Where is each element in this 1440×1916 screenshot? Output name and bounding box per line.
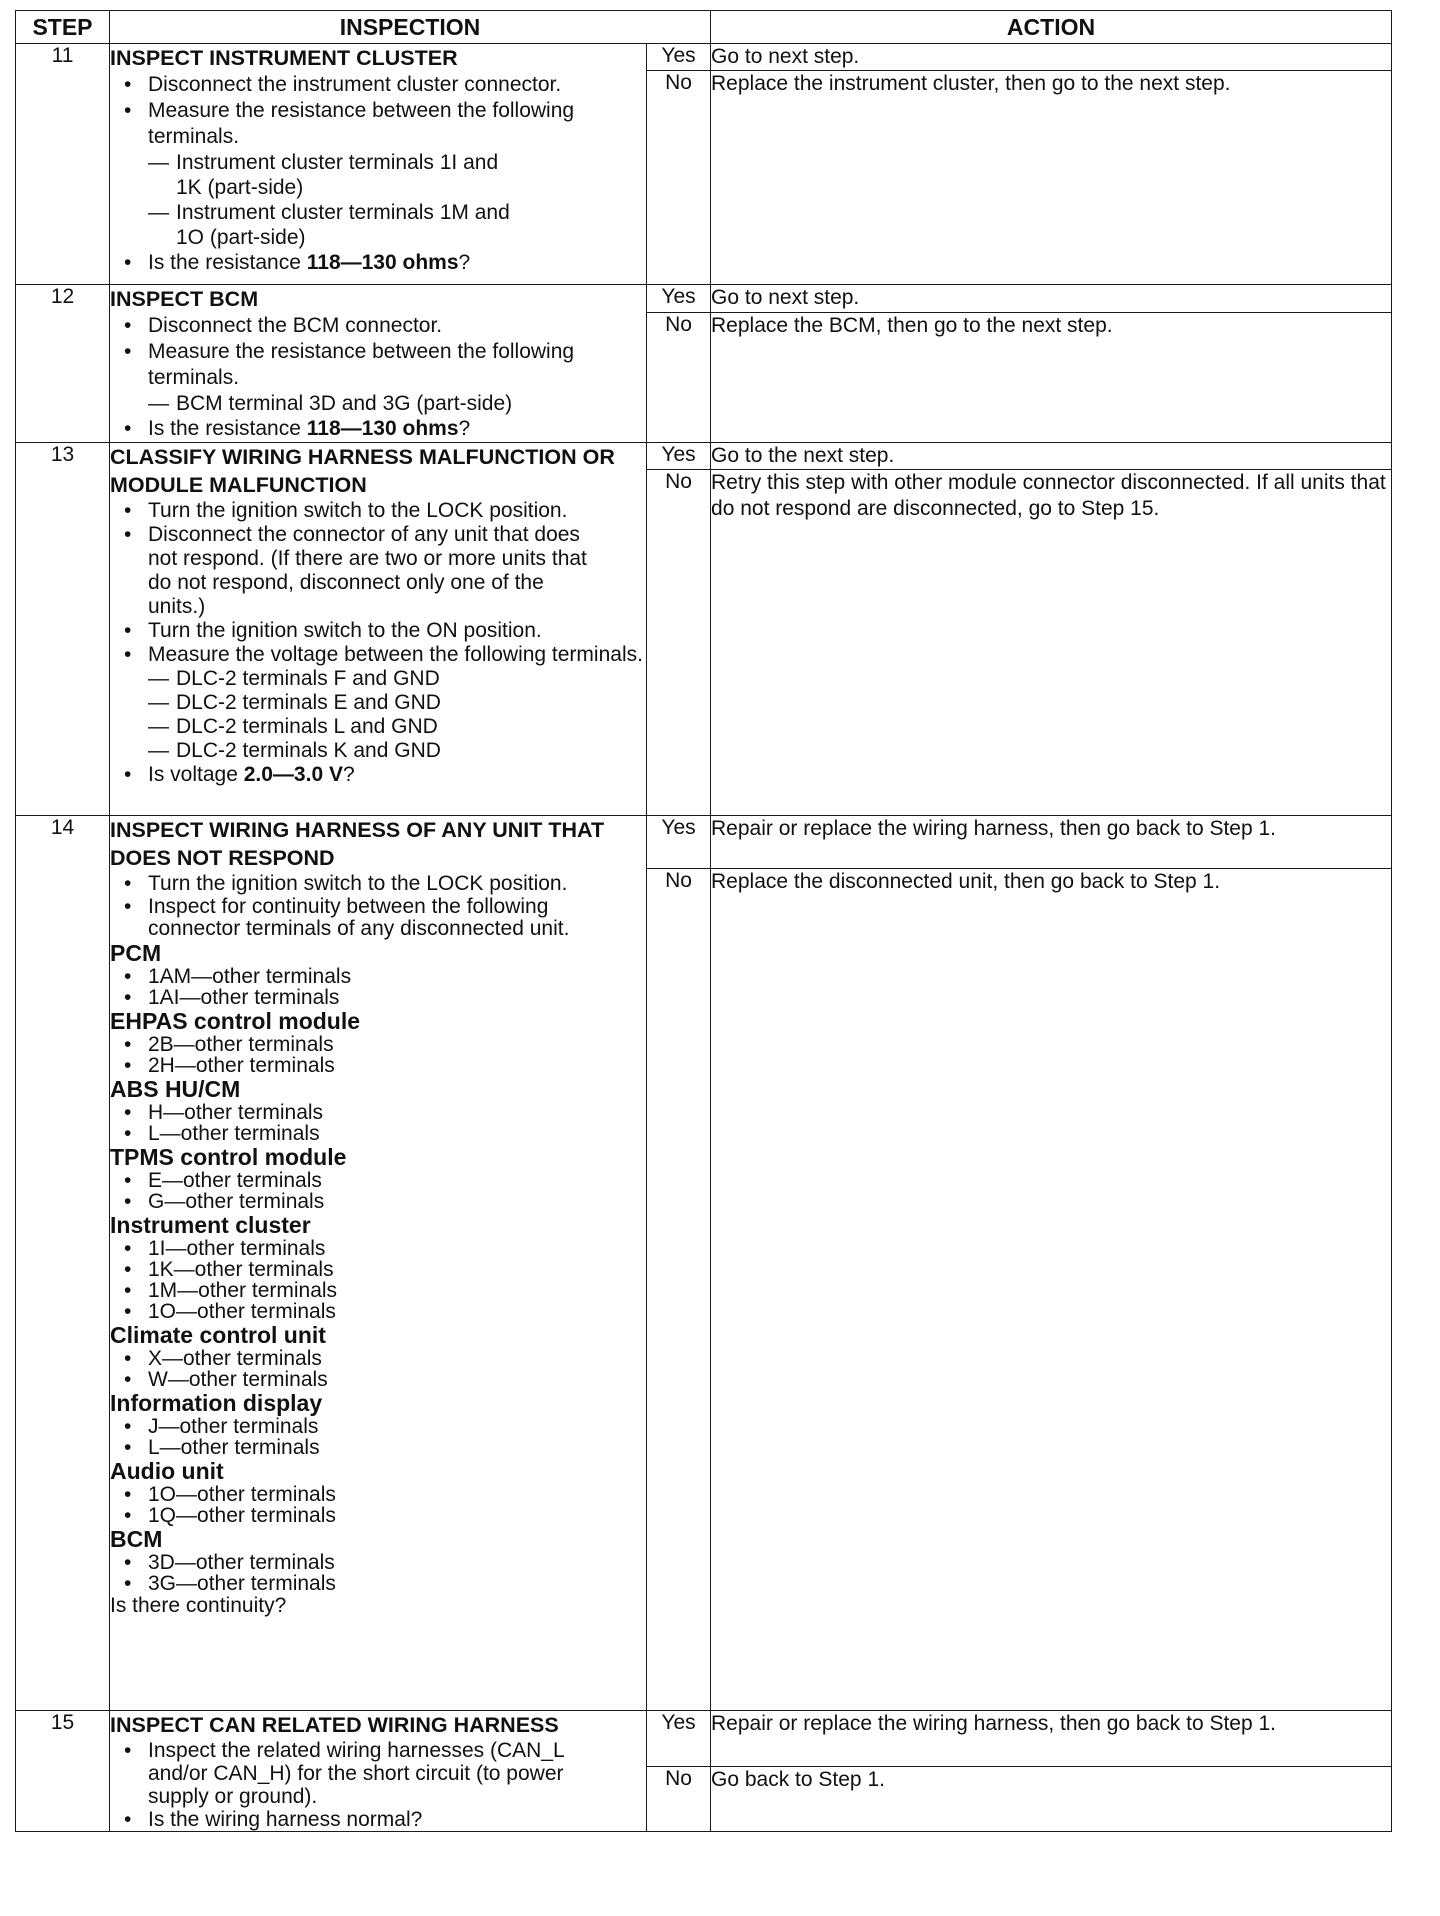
terminal-sublist [148, 667, 646, 763]
group-terminal-item: • E—other terminals [110, 1170, 646, 1191]
group-terminal-item: • 3G—other terminals [110, 1573, 646, 1594]
inspection-question: • Is the wiring harness normal? [110, 1808, 646, 1831]
header-inspection: INSPECTION [110, 11, 711, 44]
group-title: BCM [110, 1526, 163, 1552]
terminal-sublist [148, 391, 646, 416]
inspection-item-text: Measure the resistance between the following terminals. [148, 340, 575, 389]
terminal-group-abs [110, 1076, 646, 1144]
group-terminal-item: • L—other terminals [110, 1123, 646, 1144]
inspection-item: • Turn the ignition switch to the LOCK position. [110, 872, 646, 896]
step-number: 12 [16, 285, 110, 443]
group-terminal-item: • H—other terminals [110, 1102, 646, 1123]
yes-label: Yes [647, 443, 711, 470]
group-terminal-item: • 1AI—other terminals [110, 987, 646, 1008]
no-label: No [647, 312, 711, 442]
group-terminal-list [110, 1416, 646, 1458]
header-step: STEP [16, 11, 110, 44]
group-terminal-item: • X—other terminals [110, 1348, 646, 1369]
question-text: Is the resistance [148, 251, 307, 274]
question-text: Is the resistance [148, 417, 307, 440]
inspection-question [110, 763, 646, 787]
question-text: Is voltage [148, 763, 244, 786]
step-14-yes-row [16, 816, 1392, 869]
step-14-inspection [110, 816, 647, 1711]
no-action: Replace the BCM, then go to the next step. [711, 312, 1392, 442]
yes-label: Yes [647, 285, 711, 313]
inspection-item: • Disconnect the BCM connector. [110, 313, 646, 339]
question-mark: ? [458, 417, 471, 440]
terminal-subitem: — Instrument cluster terminals 1I and 1K (part-side) [148, 150, 506, 200]
inspection-item [110, 339, 646, 416]
group-terminal-list [110, 1034, 646, 1076]
yes-action: Go to next step. [711, 285, 1392, 313]
step-15-yes-row [16, 1711, 1392, 1767]
yes-label: Yes [647, 1711, 711, 1767]
inspection-question [110, 250, 646, 276]
group-terminal-item: • W—other terminals [110, 1369, 646, 1390]
yes-label: Yes [647, 44, 711, 71]
group-terminal-list [110, 1484, 646, 1526]
inspection-item-text: Measure the resistance between the following terminals. [148, 99, 575, 148]
group-terminal-list [110, 1170, 646, 1212]
inspection-list [110, 72, 646, 276]
group-title: Information display [110, 1390, 323, 1416]
terminal-group-ehpas [110, 1008, 646, 1076]
group-terminal-item: • 2H—other terminals [110, 1055, 646, 1076]
step-number: 15 [16, 1711, 110, 1832]
inspection-item-text: Measure the voltage between the following terminals. [148, 643, 643, 666]
terminal-subitem: — DLC-2 terminals E and GND [148, 691, 646, 715]
step-title: INSPECT CAN RELATED WIRING HARNESS [110, 1713, 559, 1737]
terminal-subitem: — BCM terminal 3D and 3G (part-side) [148, 391, 646, 416]
step-12-inspection [110, 285, 647, 443]
group-terminal-list [110, 1348, 646, 1390]
group-title: ABS HU/CM [110, 1076, 241, 1102]
header-row [16, 11, 1392, 44]
question-mark: ? [342, 763, 355, 786]
question-value: 118—130 ohms [306, 417, 459, 440]
inspection-item: • Inspect the related wiring harnesses (CAN_L and/or CAN_H) for the short circuit (to power supply or ground). [110, 1739, 588, 1808]
inspection-list [110, 499, 646, 787]
group-terminal-item: • 3D—other terminals [110, 1552, 646, 1573]
terminal-subitem: — DLC-2 terminals L and GND [148, 715, 646, 739]
terminal-group-instrument-cluster [110, 1212, 646, 1322]
step-11-yes-row [16, 44, 1392, 71]
step-13-inspection [110, 443, 647, 816]
group-terminal-item: • L—other terminals [110, 1437, 646, 1458]
yes-label: Yes [647, 816, 711, 869]
no-action: Replace the instrument cluster, then go to the next step. [711, 71, 1392, 285]
terminal-group-information-display [110, 1390, 646, 1458]
inspection-item [110, 98, 646, 250]
inspection-item: • Turn the ignition switch to the LOCK position. [110, 499, 646, 523]
yes-action: Go to next step. [711, 44, 1392, 71]
group-terminal-item: • 1K—other terminals [110, 1259, 646, 1280]
group-terminal-item: • 1M—other terminals [110, 1280, 646, 1301]
step-number: 11 [16, 44, 110, 285]
terminal-group-audio [110, 1458, 646, 1526]
inspection-list [110, 1739, 646, 1831]
inspection-item: • Turn the ignition switch to the ON position. [110, 619, 646, 643]
terminal-group-climate [110, 1322, 646, 1390]
no-label: No [647, 71, 711, 285]
diagnostic-table [15, 10, 1392, 1832]
group-title: PCM [110, 940, 162, 966]
terminal-sublist [148, 150, 646, 250]
terminal-group-bcm [110, 1526, 646, 1594]
step-title: INSPECT INSTRUMENT CLUSTER [110, 46, 458, 70]
group-terminal-list [110, 1102, 646, 1144]
no-label: No [647, 1766, 711, 1831]
inspection-question [110, 416, 646, 442]
step-title: INSPECT WIRING HARNESS OF ANY UNIT THAT DOES NOT RESPOND [110, 818, 605, 870]
terminal-group-pcm [110, 940, 646, 1008]
terminal-group-tpms [110, 1144, 646, 1212]
step-11-inspection [110, 44, 647, 285]
group-title: TPMS control module [110, 1144, 347, 1170]
question-value: 2.0—3.0 V [243, 763, 343, 786]
step-title: CLASSIFY WIRING HARNESS MALFUNCTION OR MODULE MALFUNCTION [110, 445, 615, 497]
inspection-item [110, 643, 646, 763]
inspection-question: Is there continuity? [110, 1594, 287, 1617]
step-number: 14 [16, 816, 110, 1711]
group-terminal-item: • 1I—other terminals [110, 1238, 646, 1259]
inspection-list [110, 872, 646, 940]
inspection-list [110, 313, 646, 442]
no-action: Replace the disconnected unit, then go back to Step 1. [711, 869, 1392, 1711]
no-label: No [647, 869, 711, 1711]
step-13-yes-row [16, 443, 1392, 470]
group-terminal-list [110, 966, 646, 1008]
group-terminal-item: • 1O—other terminals [110, 1484, 646, 1505]
group-terminal-item: • G—other terminals [110, 1191, 646, 1212]
yes-action: Repair or replace the wiring harness, then go back to Step 1. [711, 1711, 1392, 1767]
group-terminal-item: • 1AM—other terminals [110, 966, 646, 987]
group-title: Audio unit [110, 1458, 224, 1484]
group-title: Instrument cluster [110, 1212, 311, 1238]
yes-action: Go to the next step. [711, 443, 1392, 470]
group-title: Climate control unit [110, 1322, 326, 1348]
step-12-yes-row [16, 285, 1392, 313]
inspection-item: • Disconnect the instrument cluster connector. [110, 72, 646, 98]
terminal-subitem: — Instrument cluster terminals 1M and 1O (part-side) [148, 200, 536, 250]
inspection-item: • Inspect for continuity between the following connector terminals of any disconnected unit. [110, 896, 588, 940]
group-terminal-item: • 1Q—other terminals [110, 1505, 646, 1526]
group-terminal-list [110, 1552, 646, 1594]
terminal-subitem: — DLC-2 terminals K and GND [148, 739, 646, 763]
header-action: ACTION [711, 11, 1392, 44]
step-title: INSPECT BCM [110, 287, 259, 311]
yes-action: Repair or replace the wiring harness, then go back to Step 1. [711, 816, 1392, 869]
step-number: 13 [16, 443, 110, 816]
no-action: Go back to Step 1. [711, 1766, 1392, 1831]
inspection-item: • Disconnect the connector of any unit that does not respond. (If there are two or more units that do not respond, disconnect only one of the units.) [110, 523, 588, 619]
question-value: 118—130 ohms [306, 251, 459, 274]
group-terminal-list [110, 1238, 646, 1322]
question-mark: ? [458, 251, 471, 274]
no-action: Retry this step with other module connector disconnected. If all units that do not respond are disconnected, go to Step 15. [711, 470, 1392, 816]
group-terminal-item: • 1O—other terminals [110, 1301, 646, 1322]
step-15-inspection [110, 1711, 647, 1832]
group-terminal-item: • J—other terminals [110, 1416, 646, 1437]
group-terminal-item: • 2B—other terminals [110, 1034, 646, 1055]
no-label: No [647, 470, 711, 816]
terminal-subitem: — DLC-2 terminals F and GND [148, 667, 646, 691]
group-title: EHPAS control module [110, 1008, 361, 1034]
